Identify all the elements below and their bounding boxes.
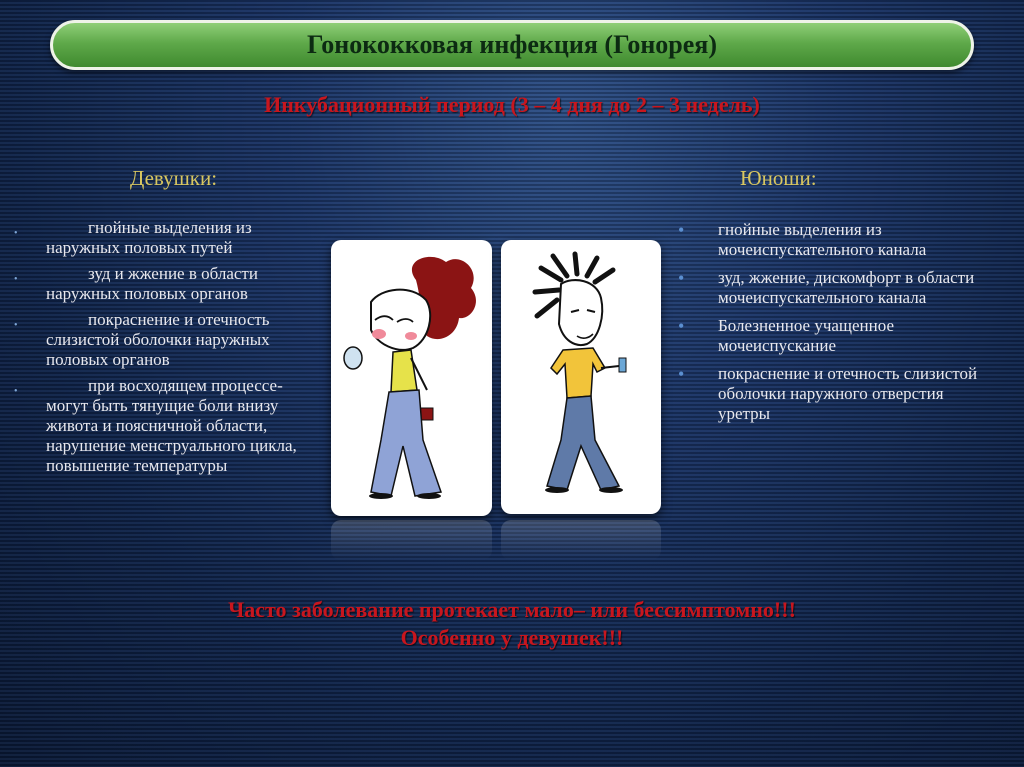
bullet-icon: • bbox=[678, 268, 685, 288]
list-item: • зуд и жжение в области наружных половых органов bbox=[14, 264, 258, 303]
warning-line-2: Особенно у девушек!!! bbox=[400, 625, 624, 650]
girl-illustration-card bbox=[331, 240, 492, 516]
slide-title: Гонококковая инфекция (Гонорея) bbox=[306, 30, 718, 59]
girls-symptom-list bbox=[14, 218, 326, 482]
bullet-icon: • bbox=[14, 228, 18, 239]
incubation-subtitle: Инкубационный период (3 – 4 дня до 2 – 3 недель) bbox=[264, 92, 760, 117]
bullet-icon: • bbox=[14, 274, 18, 285]
list-item: • покраснение и отечность слизистой оболочки наружного отверстия уретры bbox=[678, 364, 978, 423]
boy-illustration-card bbox=[501, 240, 661, 514]
list-item: • гнойные выделения из наружных половых путей bbox=[14, 218, 252, 257]
girl-illustration bbox=[331, 240, 492, 516]
boys-heading: Юноши: bbox=[740, 166, 817, 190]
card-reflection bbox=[331, 520, 492, 560]
girls-heading: Девушки: bbox=[130, 166, 218, 190]
boys-symptom-list bbox=[678, 220, 998, 432]
asymptomatic-warning bbox=[0, 596, 1024, 652]
bullet-icon: • bbox=[678, 364, 685, 384]
boy-illustration bbox=[501, 240, 661, 514]
list-item: • Болезненное учащенное мочеиспускание bbox=[678, 316, 895, 355]
bullet-icon: • bbox=[678, 220, 685, 240]
list-item: • зуд, жжение, дискомфорт в области мочеиспускательного канала bbox=[678, 268, 975, 307]
list-item: • гнойные выделения из мочеиспускательного канала bbox=[678, 220, 927, 259]
list-item: • покраснение и отечность слизистой оболочки наружных половых органов bbox=[14, 310, 270, 369]
bullet-icon: • bbox=[14, 386, 18, 397]
warning-line-1: Часто заболевание протекает мало– или бессимптомно!!! bbox=[228, 597, 796, 622]
title-bar bbox=[50, 20, 974, 70]
bullet-icon: • bbox=[678, 316, 685, 336]
bullet-icon: • bbox=[14, 320, 18, 331]
card-reflection bbox=[501, 520, 661, 560]
list-item: • при восходящем процессе- могут быть тянущие боли внизу живота и поясничной области, нарушение менструального цикла, повышение температуры bbox=[14, 376, 297, 475]
